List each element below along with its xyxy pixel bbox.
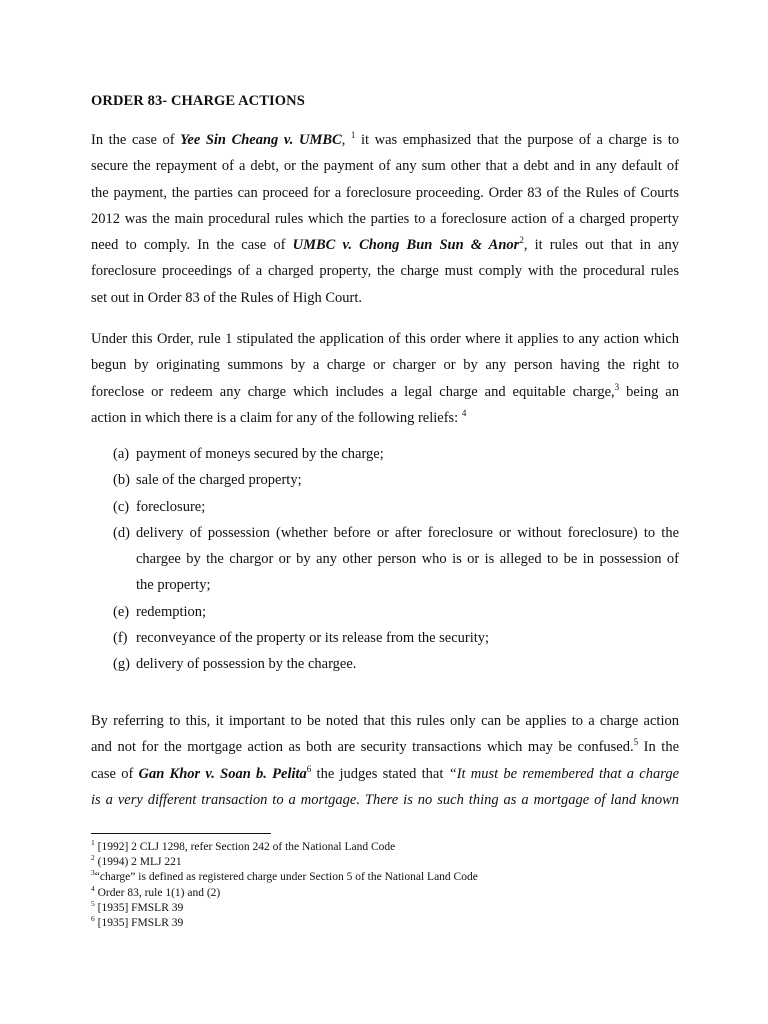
list-item [113,520,679,599]
text: need to comply. In the case of [91,237,293,254]
list-item-text [136,520,679,599]
text-line: chargee by the chargor or by any other person who is or is alleged to be in possession of [136,551,679,568]
text-line: payment of moneys secured by the charge; [136,446,384,462]
footnote-number: 5 [91,898,95,908]
text: and not for the mortgage action as both are security transactions which may be confused. [91,739,634,756]
text-line: the property; [136,577,211,594]
footnote-ref-4: 4 [461,408,467,419]
text-line [91,734,679,760]
footnote-number: 4 [91,883,95,893]
text: In the case of [91,132,181,148]
text-line: secure the repayment of a debt, or the payment of any sum other that a debt and in any default of [91,158,679,175]
list-item [113,599,679,625]
list-item-label: (g) [113,656,130,673]
footnote [91,883,478,901]
text: , [341,132,351,148]
text: action in which there is a claim for any of the following reliefs: [91,409,462,426]
list-item-text [136,494,679,520]
list-item [113,651,679,677]
paragraph-order-application [91,326,679,431]
footnote-number: 6 [91,914,95,924]
footnote-text: “charge” is defined as registered charge under Section 5 of the National Land Code [94,871,478,884]
text-line: reconveyance of the property or its release from the security; [136,630,490,647]
footnote [91,916,478,931]
case-name: Yee Sin Cheang v. UMBC [180,132,342,148]
footnotes [91,840,478,931]
footnote-ref-1: 1 [350,130,356,141]
case-name: Gan Khor v. Soan b. Pelita [138,765,307,782]
footnote [91,898,478,916]
list-item-label: (a) [113,446,130,462]
paragraph-charge-purpose [91,127,679,311]
text-line: set out in Order 83 of the Rules of High Court. [91,289,363,306]
quote-line: is a very different transaction to a mortgage. There is no such thing as a mortgage of land known [91,791,679,808]
text-line: Under this Order, rule 1 stipulated the application of this order where it applies to any action which [91,331,679,347]
list-item [113,494,679,520]
text-line: the payment, the parties can proceed for a foreclosure proceeding. Order 83 of the Rules of Courts [91,184,679,201]
footnote-ref-6: 6 [306,763,312,774]
list-item [113,625,679,651]
text-line: delivery of possession (whether before or after foreclosure or without foreclosure) to the [136,524,679,541]
text-line: foreclosure proceedings of a charged property, the charge must comply with the procedural rules [91,263,679,280]
footnote-separator [91,833,271,834]
list-item-text [136,625,679,651]
list-item-label: (b) [113,472,130,489]
paragraph-mortgage-distinction [91,708,679,813]
list-item-label: (d) [113,524,130,541]
text-line: 2012 was the main procedural rules which the parties to a foreclosure action of a charged property [91,210,679,227]
footnote-text: (1994) 2 MLJ 221 [94,856,182,869]
text: , it rules out that in any [523,237,679,254]
footnote-number: 2 [91,853,95,863]
list-item-text [136,467,679,493]
list-item [113,441,679,467]
footnote-number: 3 [91,868,95,878]
quote-text: “It must be remembered that a charge [448,765,680,782]
footnote-ref-2: 2 [519,235,524,246]
footnote-number: 1 [91,838,95,848]
text: it was emphasized that the purpose of a charge is to [355,132,680,148]
list-item-text [136,599,679,625]
list-item [113,467,679,493]
text: being an [619,383,679,400]
text-line [91,405,679,431]
list-item-label: (f) [113,630,128,647]
footnote-ref-3: 3 [614,381,620,392]
text-line: By referring to this, it important to be noted that this rules only can be applies to a charge action [91,713,679,729]
text: case of [91,765,139,782]
text-line [91,379,679,405]
text-line: delivery of possession by the chargee. [136,656,357,673]
footnote-text: [1992] 2 CLJ 1298, refer Section 242 of the National Land Code [94,841,396,853]
text-line: redemption; [136,603,207,620]
text-line [91,232,679,258]
text-line: sale of the charged property; [136,472,302,489]
footnote [91,840,478,855]
footnote-text: Order 83, rule 1(1) and (2) [94,886,221,899]
text: foreclose or redeem any charge which includes a legal charge and equitable charge, [91,383,615,400]
section-heading: ORDER 83- CHARGE ACTIONS [91,93,305,109]
footnote [91,855,478,870]
footnote-text: [1935] FMSLR 39 [94,901,184,914]
text-line [91,127,679,153]
text-line: foreclosure; [136,498,206,515]
reliefs-list [113,441,679,678]
list-item-text [136,441,679,467]
footnote-ref-5: 5 [633,737,639,748]
footnote [91,870,478,885]
text-line [91,761,679,787]
footnote-text: [1935] FMSLR 39 [94,917,184,930]
list-item-label: (c) [113,498,130,515]
text: the judges stated that [311,765,449,782]
text: In the [638,739,679,756]
case-name: UMBC v. Chong Bun Sun & Anor [292,237,520,254]
text-line: begun by originating summons by a charge or charger or by any person having the right to [91,357,679,374]
list-item-text [136,651,679,677]
list-item-label: (e) [113,603,130,620]
